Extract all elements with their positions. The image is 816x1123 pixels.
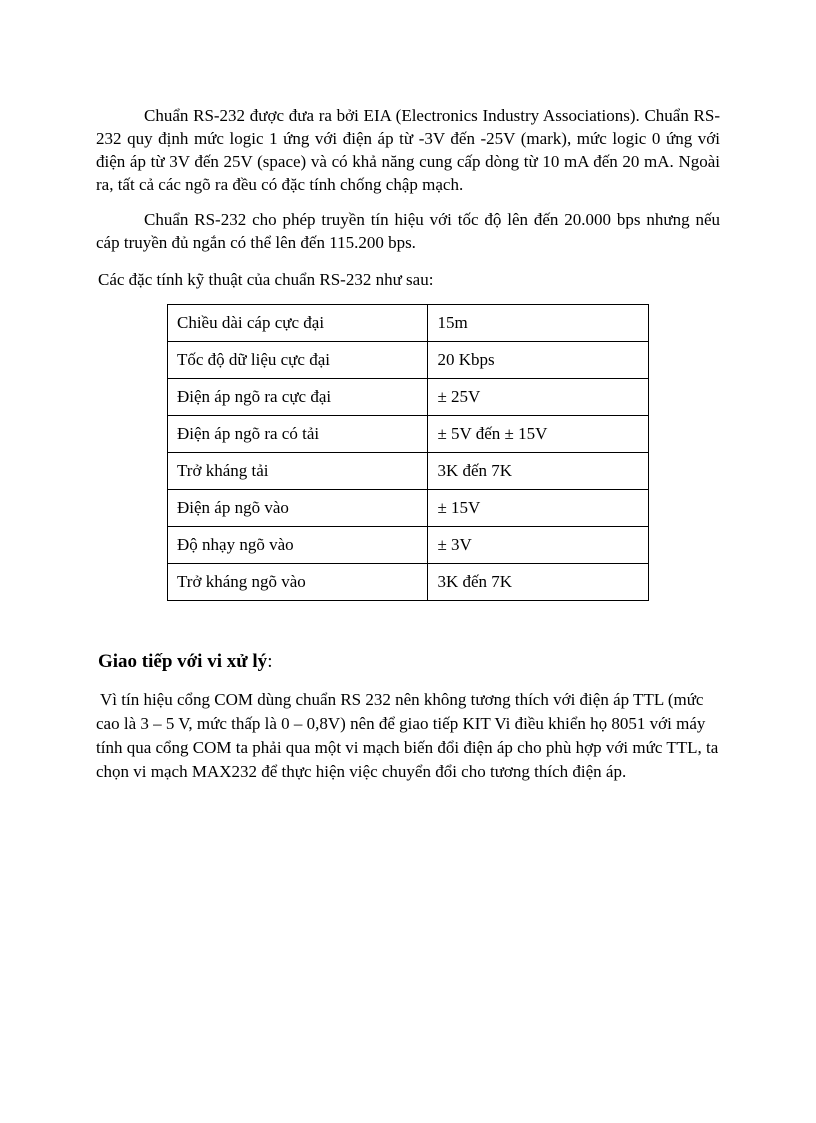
spec-value: ± 25V [428,379,649,416]
spec-value: 20 Kbps [428,342,649,379]
spec-value: ± 15V [428,490,649,527]
section-heading [98,651,272,673]
spec-name: Độ nhạy ngõ vào [168,527,428,564]
spec-name: Điện áp ngõ ra có tải [168,416,428,453]
table-row [168,490,649,527]
spec-value: ± 5V đến ± 15V [428,416,649,453]
paragraph-rs232-speed: Chuẩn RS-232 cho phép truyền tín hiệu với tốc độ lên đến 20.000 bps nhưng nếu cáp truyền đủ ngắn có thể lên đến 115.200 bps. [96,210,720,252]
table-intro: Các đặc tính kỹ thuật của chuẩn RS-232 như sau: [98,270,434,289]
section-heading-colon: : [267,651,273,672]
table-row [168,342,649,379]
spec-value: 15m [428,305,649,342]
spec-name: Tốc độ dữ liệu cực đại [168,342,428,379]
spec-value: ± 3V [428,527,649,564]
spec-value: 3K đến 7K [428,453,649,490]
spec-name: Trở kháng tải [168,453,428,490]
spec-name: Điện áp ngõ ra cực đại [168,379,428,416]
spec-value: 3K đến 7K [428,564,649,601]
table-row [168,564,649,601]
spec-name: Trở kháng ngõ vào [168,564,428,601]
spec-name: Điện áp ngõ vào [168,490,428,527]
table-row [168,416,649,453]
section-heading-text: Giao tiếp với vi xử lý [98,651,268,672]
spec-name: Chiều dài cáp cực đại [168,305,428,342]
table-row [168,305,649,342]
specs-table [167,304,649,601]
table-row [168,379,649,416]
paragraph-microprocessor-interface: Vì tín hiệu cổng COM dùng chuẩn RS 232 nên không tương thích với điện áp TTL (mức cao là 3 – 5 V, mức thấp là 0 – 0,8V) nên để giao tiếp KIT Vi điều khiển họ 8051 với máy tính qua cổng COM ta phải qua một vi mạch biến đổi điện áp cho phù hợp với mức TTL, ta chọn vi mạch MAX232 để thực hiện việc chuyển đổi cho tương thích điện áp. [96,690,719,781]
table-row [168,453,649,490]
table-row [168,527,649,564]
paragraph-rs232-intro: Chuẩn RS-232 được đưa ra bởi EIA (Electronics Industry Associations). Chuẩn RS-232 quy định mức logic 1 ứng với điện áp từ -3V đến -25V (mark), mức logic 0 ứng với điện áp từ 3V đến 25V (space) và có khả năng cung cấp dòng từ 10 mA đến 20 mA. Ngoài ra, tất cả các ngõ ra đều có đặc tính chống chập mạch. [96,106,720,194]
